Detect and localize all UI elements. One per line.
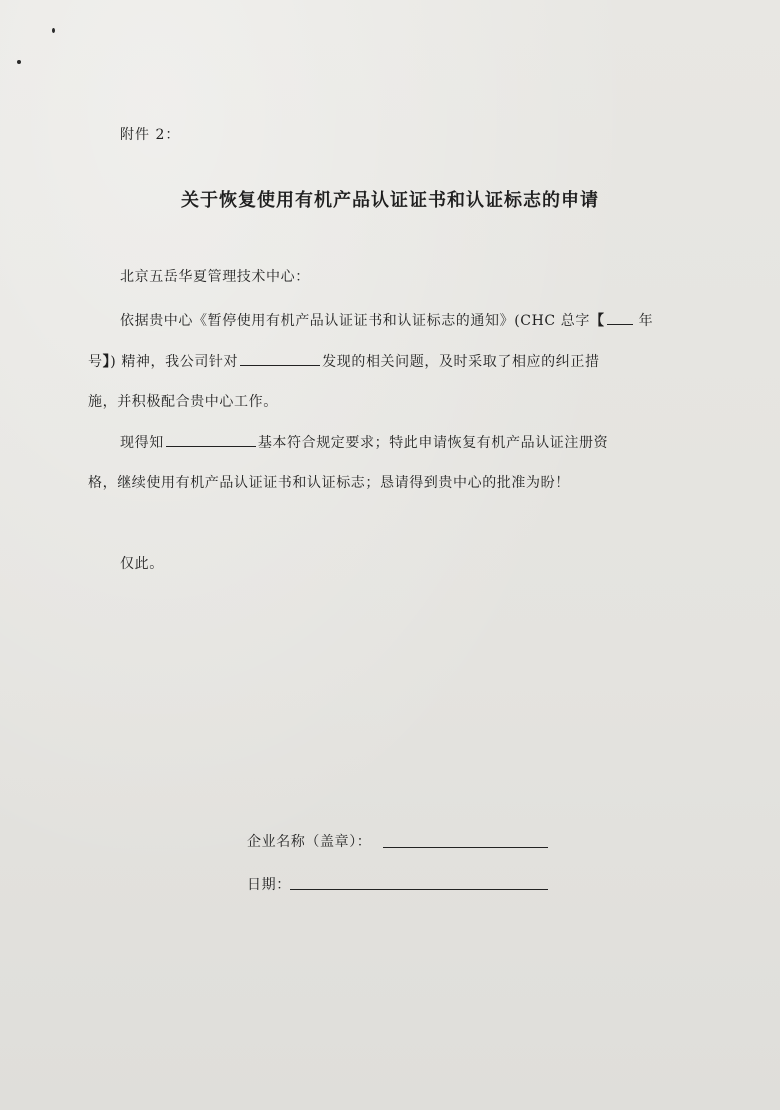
p1-bracket-close: 】 (102, 354, 111, 370)
p1-bracket-open: 【 (589, 313, 605, 329)
closing-text: 仅此。 (120, 556, 164, 572)
reference-number-blank (607, 310, 633, 325)
inspection-blank (240, 351, 320, 366)
paragraph-1-line-2 (88, 351, 600, 371)
ink-speck (52, 28, 55, 33)
date-label: 日期： (247, 877, 291, 893)
p1-year-char: 年 (638, 313, 654, 329)
document-title: 关于恢复使用有机产品认证证书和认证标志的申请 (181, 190, 599, 211)
p1-line2-text-b: 发现的相关问题，及时采取了相应的纠正措 (322, 354, 600, 370)
company-name-line (383, 847, 548, 848)
p2-line1-text-b: 基本符合规定要求；特此申请恢复有机产品认证注册资 (257, 435, 609, 451)
paragraph-2-line-2: 格，继续使用有机产品认证证书和认证标志；恳请得到贵中心的批准为盼！ (88, 475, 570, 491)
p1-line2-text-a: ) 精神，我公司针对 (110, 354, 239, 370)
paragraph-1-line-3: 施，并积极配合贵中心工作。 (88, 394, 278, 410)
p1-line1-text: 依据贵中心《暂停使用有机产品认证证书和认证标志的通知》(CHC 总字 (120, 313, 590, 329)
ink-speck (17, 60, 21, 64)
company-name-label: 企业名称（盖章）： (247, 834, 372, 850)
paragraph-2-line-1 (120, 432, 608, 452)
date-line (290, 889, 548, 890)
paragraph-1-line-1 (120, 310, 653, 330)
p1-line2-hao: 号 (88, 354, 103, 370)
addressee: 北京五岳华夏管理技术中心： (120, 269, 310, 285)
p2-line1-text-a: 现得知 (120, 435, 164, 451)
attachment-label: 附件 2： (120, 127, 181, 143)
finding-blank (166, 432, 256, 447)
